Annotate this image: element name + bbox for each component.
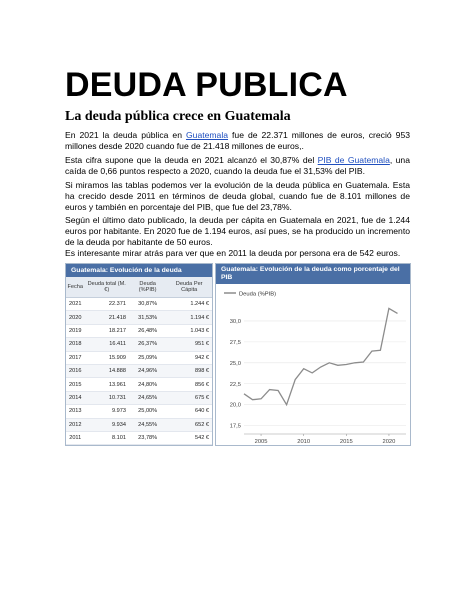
cell-deuda-total: 8.101 <box>84 431 129 444</box>
y-tick-label: 30,0 <box>229 318 241 325</box>
paragraph-3: Si miramos las tablas podemos ver la evolución de la deuda pública en Guatemala. Esta ha crecido desde 2011 en términos de deuda global, cuando fue de 8.101 millones de euros y también en porcentaje del PIB, que fue del 23,78%. <box>65 180 410 212</box>
cell-fecha: 2021 <box>66 298 84 311</box>
cell-fecha: 2018 <box>66 338 84 351</box>
col-header-deuda-per-capita: Deuda Per Cápita <box>166 277 212 298</box>
chart-title: Guatemala: Evolución de la deuda como porcentaje del PIB <box>216 264 410 284</box>
section-subtitle: La deuda pública crece en Guatemala <box>65 109 291 124</box>
table-row <box>66 324 212 337</box>
chart-svg <box>216 284 410 445</box>
paragraph-1-text-a: En 2021 la deuda pública en <box>65 130 186 140</box>
pib-guatemala-link[interactable]: PIB de Guatemala <box>317 155 390 165</box>
paragraph-2-text-a: Esta cifra supone que la deuda en 2021 alcanzó el 30,87% del <box>65 155 318 165</box>
legend-label: Deuda (%PIB) <box>239 291 277 298</box>
cell-deuda-pib: 24,65% <box>129 391 166 404</box>
x-tick-label: 2015 <box>339 439 353 445</box>
y-tick-label: 22,5 <box>229 381 241 388</box>
cell-deuda-total: 15.909 <box>84 351 129 364</box>
x-tick-label: 2010 <box>297 439 311 445</box>
table-row <box>66 338 212 351</box>
cell-deuda-pib: 30,87% <box>129 298 166 311</box>
table-row <box>66 378 212 391</box>
cell-deuda-total: 16.411 <box>84 338 129 351</box>
cell-deuda-total: 10.731 <box>84 391 129 404</box>
cell-deuda-total: 18.217 <box>84 324 129 337</box>
paragraph-2 <box>65 155 410 177</box>
cell-deuda-total: 22.371 <box>84 298 129 311</box>
paragraph-1 <box>65 130 410 152</box>
cell-fecha: 2013 <box>66 405 84 418</box>
cell-deuda-total: 9.934 <box>84 418 129 431</box>
cell-deuda-per-capita: 652 € <box>166 418 212 431</box>
col-header-fecha: Fecha <box>66 277 84 298</box>
cell-deuda-pib: 26,37% <box>129 338 166 351</box>
series-line-deuda-pib <box>244 308 398 404</box>
y-tick-label: 25,0 <box>229 360 241 367</box>
paragraph-1-text-b: fue de 22.371 millones de euros, creció 953 millones desde 2020 cuando fue de 21.418 millones de euros,. <box>65 130 410 151</box>
guatemala-link[interactable]: Guatemala <box>185 130 229 140</box>
cell-deuda-pib: 24,96% <box>129 364 166 377</box>
cell-deuda-per-capita: 942 € <box>166 351 212 364</box>
cell-deuda-pib: 24,55% <box>129 418 166 431</box>
y-tick-label: 27,5 <box>229 339 241 346</box>
cell-fecha: 2017 <box>66 351 84 364</box>
paragraph-2-text-b: , una caída de 0,66 puntos respecto a 2020, cuando la deuda fue el 31,53% del PIB. <box>65 155 410 176</box>
cell-deuda-per-capita: 640 € <box>166 405 212 418</box>
debt-chart <box>215 263 411 446</box>
table-row <box>66 298 212 311</box>
debt-table-grid <box>66 277 212 445</box>
cell-fecha: 2012 <box>66 418 84 431</box>
x-tick-label: 2005 <box>254 439 268 445</box>
cell-deuda-per-capita: 542 € <box>166 431 212 444</box>
cell-fecha: 2020 <box>66 311 84 324</box>
debt-table <box>65 263 213 446</box>
table-row <box>66 418 212 431</box>
cell-deuda-per-capita: 951 € <box>166 338 212 351</box>
cell-deuda-per-capita: 1.194 € <box>166 311 212 324</box>
cell-deuda-pib: 23,78% <box>129 431 166 444</box>
cell-fecha: 2016 <box>66 364 84 377</box>
cell-deuda-pib: 25,00% <box>129 405 166 418</box>
page-title: DEUDA PUBLICA <box>65 66 348 104</box>
cell-fecha: 2015 <box>66 378 84 391</box>
y-tick-label: 17,5 <box>229 423 241 430</box>
cell-deuda-pib: 26,48% <box>129 324 166 337</box>
table-row <box>66 391 212 404</box>
cell-deuda-pib: 24,80% <box>129 378 166 391</box>
table-header-row <box>66 277 212 298</box>
cell-deuda-per-capita: 1.043 € <box>166 324 212 337</box>
paragraph-4: Según el último dato publicado, la deuda per cápita en Guatemala en 2021, fue de 1.244 euros por habitante. En 2020 fue de 1.194 euros, así pues, se ha producido un incremento de la deuda por habitante de 50 euros. <box>65 215 410 247</box>
col-header-deuda-pib: Deuda (%PIB) <box>129 277 166 298</box>
x-tick-label: 2020 <box>382 439 396 445</box>
cell-deuda-per-capita: 675 € <box>166 391 212 404</box>
y-tick-label: 20,0 <box>229 402 241 409</box>
table-row <box>66 311 212 324</box>
col-header-deuda-total: Deuda total (M.€) <box>84 277 129 298</box>
cell-deuda-per-capita: 1.244 € <box>166 298 212 311</box>
cell-deuda-total: 13.961 <box>84 378 129 391</box>
cell-fecha: 2019 <box>66 324 84 337</box>
table-row <box>66 351 212 364</box>
cell-deuda-pib: 25,09% <box>129 351 166 364</box>
cell-deuda-per-capita: 856 € <box>166 378 212 391</box>
table-row <box>66 431 212 444</box>
cell-deuda-total: 21.418 <box>84 311 129 324</box>
cell-fecha: 2014 <box>66 391 84 404</box>
cell-deuda-pib: 31,53% <box>129 311 166 324</box>
paragraph-5: Es interesante mirar atrás para ver que en 2011 la deuda por persona era de 542 euros. <box>65 248 401 258</box>
cell-deuda-total: 9.973 <box>84 405 129 418</box>
cell-fecha: 2011 <box>66 431 84 444</box>
cell-deuda-total: 14.888 <box>84 364 129 377</box>
debt-table-title: Guatemala: Evolución de la deuda <box>66 264 212 277</box>
table-row <box>66 405 212 418</box>
table-row <box>66 364 212 377</box>
cell-deuda-per-capita: 898 € <box>166 364 212 377</box>
